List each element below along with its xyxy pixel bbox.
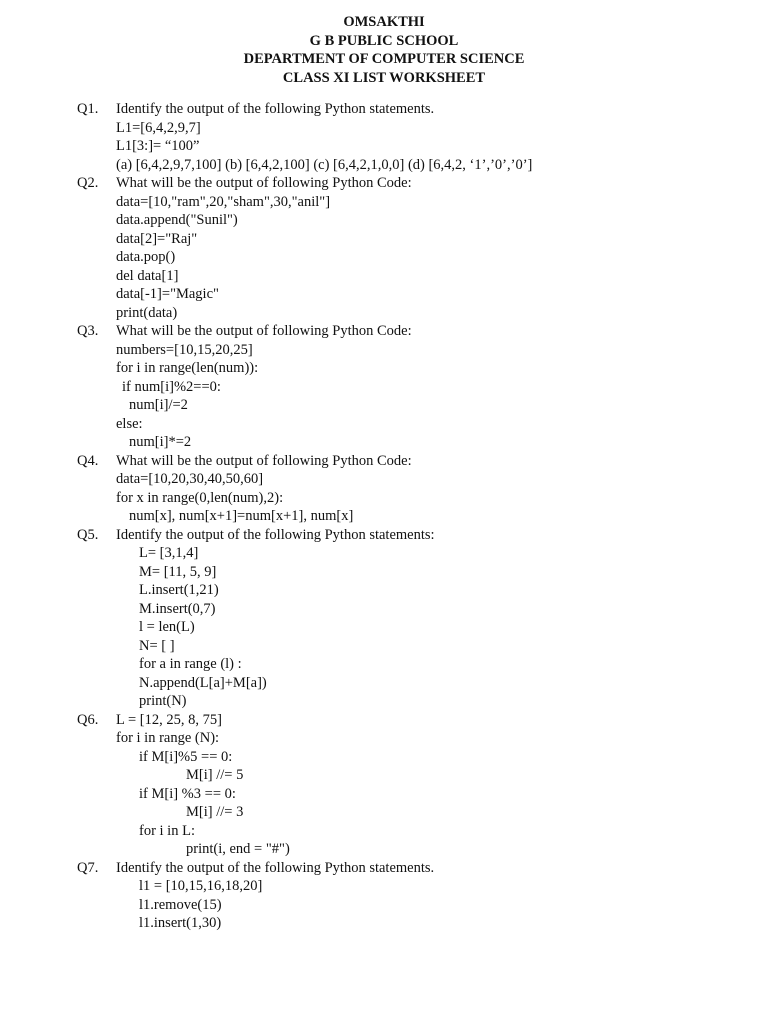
code-line: L1[3:]= “100”: [116, 138, 200, 154]
code-line: num[x], num[x+1]=num[x+1], num[x]: [129, 508, 354, 524]
code-line: data[-1]="Magic": [116, 286, 219, 302]
code-line: data[2]="Raj": [116, 230, 198, 247]
code-line: l1.remove(15): [139, 896, 222, 913]
code-line: l1.insert(1,30): [139, 915, 222, 931]
answer-options: (a) [6,4,2,9,7,100] (b) [6,4,2,100] (c) [6,4,2,1,0,0] (d) [6,4,2, ‘1’,’0’,’0’]: [116, 156, 533, 173]
question-list: [0, 100, 768, 933]
code-line: L.insert(1,21): [139, 582, 219, 598]
question-3: [0, 322, 768, 452]
question-2: [0, 174, 768, 322]
code-line: data=[10,20,30,40,50,60]: [116, 471, 264, 487]
question-number: Q1.: [77, 101, 99, 117]
question-text: What will be the output of following Python Code:: [116, 452, 412, 469]
code-line: N.append(L[a]+M[a]): [139, 674, 267, 691]
code-line: else:: [116, 415, 143, 432]
code-line: print(i, end = "#"): [186, 841, 290, 857]
question-6: [0, 711, 768, 859]
code-line: L1=[6,4,2,9,7]: [116, 119, 201, 136]
code-line: numbers=[10,15,20,25]: [116, 341, 253, 358]
question-number: Q7.: [77, 859, 99, 876]
code-line: for i in range (N):: [116, 730, 220, 746]
code-line: print(data): [116, 304, 178, 321]
code-line: data.append("Sunil"): [116, 212, 238, 228]
code-line: for i in L:: [139, 822, 195, 839]
code-line: if M[i] %3 == 0:: [139, 785, 236, 802]
question-number: Q6.: [77, 711, 99, 728]
code-line: for i in range(len(num)):: [116, 360, 259, 376]
question-text: Identify the output of the following Python statements:: [116, 526, 435, 543]
code-line: if num[i]%2==0:: [122, 378, 221, 395]
question-text: Identify the output of the following Python statements.: [116, 101, 435, 117]
code-line: for a in range (l) :: [139, 656, 242, 672]
code-line: for x in range(0,len(num),2):: [116, 489, 284, 506]
worksheet-header: [0, 13, 768, 87]
header-line-2: G B PUBLIC SCHOOL: [309, 32, 459, 49]
code-line: M[i] //= 5: [186, 767, 244, 783]
code-line: num[i]*=2: [129, 434, 192, 450]
header-line-1: OMSAKTHI: [343, 14, 425, 30]
question-text: What will be the output of following Python Code:: [116, 323, 412, 339]
code-line: M= [11, 5, 9]: [139, 563, 217, 580]
question-7: [0, 859, 768, 933]
code-line: num[i]/=2: [129, 397, 188, 413]
code-line: L= [3,1,4]: [139, 545, 199, 561]
code-line: N= [ ]: [139, 637, 175, 654]
header-line-3: DEPARTMENT OF COMPUTER SCIENCE: [243, 51, 525, 67]
question-number: Q4.: [77, 452, 99, 469]
header-line-4: CLASS XI LIST WORKSHEET: [282, 69, 486, 86]
question-4: [0, 452, 768, 526]
code-line: if M[i]%5 == 0:: [139, 748, 233, 765]
question-number: Q2.: [77, 175, 99, 191]
code-line: l = len(L): [139, 619, 195, 635]
code-line: M.insert(0,7): [139, 600, 216, 617]
code-line: data.pop(): [116, 249, 176, 265]
code-line: L = [12, 25, 8, 75]: [116, 711, 222, 728]
question-1: [0, 100, 768, 174]
code-line: del data[1]: [116, 267, 179, 284]
question-number: Q3.: [77, 323, 99, 339]
question-5: [0, 526, 768, 711]
code-line: l1 = [10,15,16,18,20]: [139, 878, 263, 894]
question-text: What will be the output of following Python Code:: [116, 175, 412, 191]
code-line: data=[10,"ram",20,"sham",30,"anil"]: [116, 193, 331, 210]
code-line: M[i] //= 3: [186, 804, 244, 820]
question-text: Identify the output of the following Python statements.: [116, 859, 435, 876]
question-number: Q5.: [77, 526, 99, 543]
code-line: print(N): [139, 693, 187, 709]
